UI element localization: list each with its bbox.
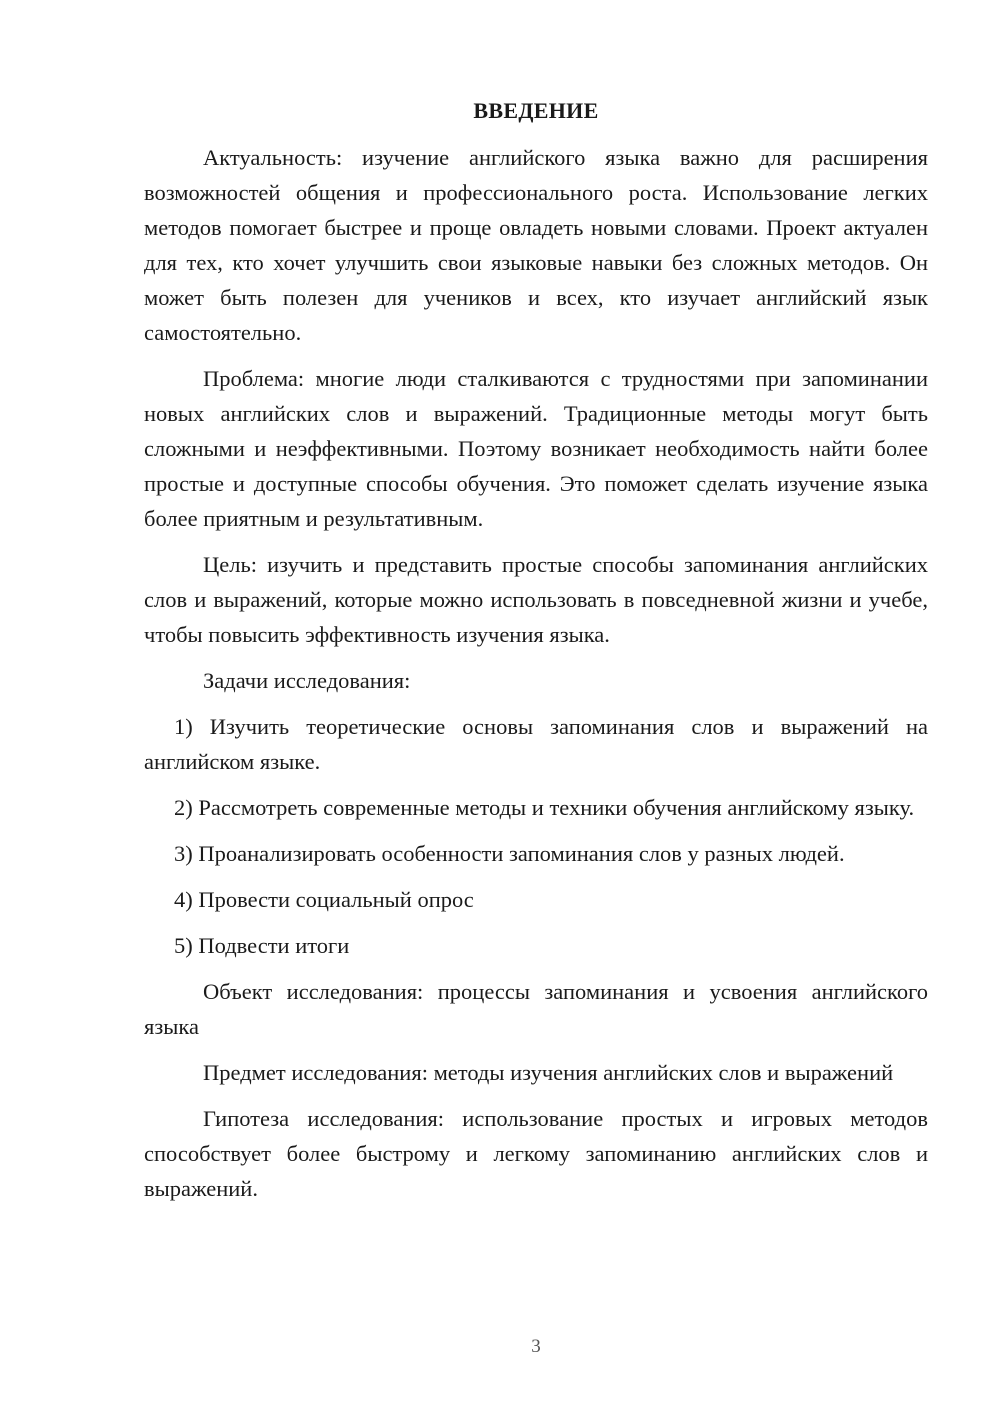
page-content [144,95,928,1217]
problem-paragraph: Проблема: многие люди сталкиваются с трудностями при запоминании новых английских слов и выражений. Традиционные методы могут быть сложными и неэффективными. Поэтому возникает необходимость найти более простые и доступные способы обучения. Это поможет сделать изучение языка более приятным и результативным. [144,366,928,531]
task-item-3: 3) Проанализировать особенности запоминания слов у разных людей. [174,841,845,866]
task-item-2: 2) Рассмотреть современные методы и техники обучения английскому языку. [174,795,915,820]
page-number: 3 [531,1336,541,1357]
research-subject-paragraph: Предмет исследования: методы изучения английских слов и выражений [203,1060,894,1085]
relevance-paragraph: Актуальность: изучение английского языка важно для расширения возможностей общения и профессионального роста. Использование легких методов помогает быстрее и проще овладеть новыми словами. Проект актуален для тех, кто хочет улучшить свои языковые навыки без сложных методов. Он может быть полезен для учеников и всех, кто изучает английский язык самостоятельно. [144,145,928,345]
hypothesis-paragraph: Гипотеза исследования: использование простых и игровых методов способствует более быстрому и легкому запоминанию английских слов и выражений. [144,1106,928,1201]
research-object-paragraph: Объект исследования: процессы запоминания и усвоения английского языка [144,979,928,1039]
task-item-4: 4) Провести социальный опрос [174,887,474,912]
tasks-heading: Задачи исследования: [203,668,411,693]
page-title: ВВЕДЕНИЕ [473,98,599,123]
goal-paragraph: Цель: изучить и представить простые способы запоминания английских слов и выражений, которые можно использовать в повседневной жизни и учебе, чтобы повысить эффективность изучения языка. [144,552,928,647]
task-item-1: 1) Изучить теоретические основы запоминания слов и выражений на английском языке. [144,714,928,774]
task-item-5: 5) Подвести итоги [174,933,350,958]
